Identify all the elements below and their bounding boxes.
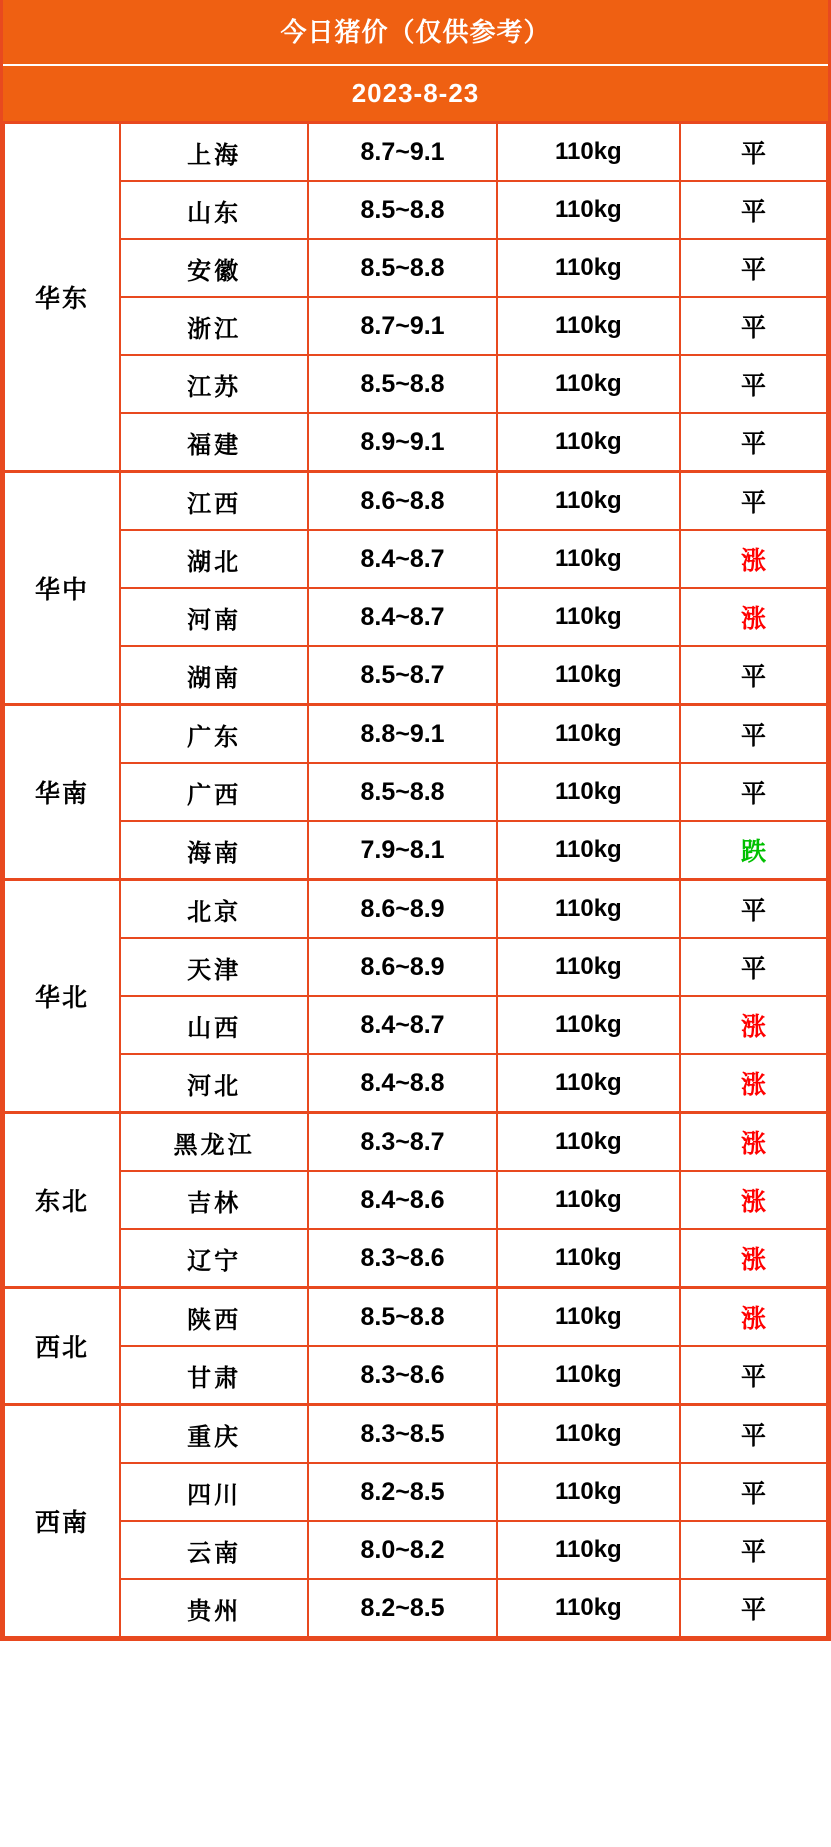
table-row: [4, 996, 827, 1054]
trend-cell: 平: [680, 646, 827, 705]
province-cell: 四川: [120, 1463, 308, 1521]
province-cell: 贵州: [120, 1579, 308, 1637]
price-cell: 8.3~8.5: [308, 1405, 496, 1464]
trend-cell: 平: [680, 1521, 827, 1579]
province-cell: 河南: [120, 588, 308, 646]
table-row: [4, 239, 827, 297]
province-cell: 黑龙江: [120, 1113, 308, 1172]
province-cell: 福建: [120, 413, 308, 472]
province-cell: 浙江: [120, 297, 308, 355]
trend-cell: 平: [680, 355, 827, 413]
table-row: [4, 1054, 827, 1113]
table-row: [4, 1521, 827, 1579]
table-row: [4, 1171, 827, 1229]
price-cell: 8.4~8.8: [308, 1054, 496, 1113]
trend-cell: 平: [680, 123, 827, 182]
weight-cell: 110kg: [497, 880, 680, 939]
trend-cell: 平: [680, 472, 827, 531]
region-cell: 华北: [4, 880, 120, 1113]
table-row: [4, 123, 827, 182]
province-cell: 海南: [120, 821, 308, 880]
weight-cell: 110kg: [497, 1405, 680, 1464]
region-cell: 西北: [4, 1288, 120, 1405]
province-cell: 江苏: [120, 355, 308, 413]
weight-cell: 110kg: [497, 646, 680, 705]
trend-cell: 涨: [680, 1229, 827, 1288]
weight-cell: 110kg: [497, 705, 680, 764]
region-cell: 华南: [4, 705, 120, 880]
table-row: [4, 355, 827, 413]
price-cell: 8.5~8.8: [308, 1288, 496, 1347]
trend-cell: 平: [680, 705, 827, 764]
table-row: [4, 938, 827, 996]
price-cell: 8.5~8.8: [308, 239, 496, 297]
region-cell: 东北: [4, 1113, 120, 1288]
table-row: [4, 530, 827, 588]
weight-cell: 110kg: [497, 821, 680, 880]
trend-cell: 平: [680, 413, 827, 472]
weight-cell: 110kg: [497, 1346, 680, 1405]
trend-cell: 平: [680, 239, 827, 297]
table-row: [4, 181, 827, 239]
table-row: [4, 297, 827, 355]
price-cell: 8.5~8.8: [308, 763, 496, 821]
table-row: [4, 1579, 827, 1637]
province-cell: 安徽: [120, 239, 308, 297]
trend-cell: 涨: [680, 1288, 827, 1347]
table-row: [4, 1229, 827, 1288]
price-cell: 8.4~8.6: [308, 1171, 496, 1229]
province-cell: 辽宁: [120, 1229, 308, 1288]
price-cell: 8.5~8.7: [308, 646, 496, 705]
page-title: 今日猪价（仅供参考）: [3, 0, 828, 64]
trend-cell: 跌: [680, 821, 827, 880]
price-table-body: [4, 123, 827, 1638]
weight-cell: 110kg: [497, 996, 680, 1054]
province-cell: 广西: [120, 763, 308, 821]
weight-cell: 110kg: [497, 123, 680, 182]
price-cell: 8.6~8.8: [308, 472, 496, 531]
table-row: [4, 413, 827, 472]
trend-cell: 涨: [680, 1171, 827, 1229]
price-cell: 8.6~8.9: [308, 938, 496, 996]
province-cell: 天津: [120, 938, 308, 996]
table-row: [4, 763, 827, 821]
table-row: [4, 880, 827, 939]
trend-cell: 平: [680, 181, 827, 239]
price-cell: 8.2~8.5: [308, 1463, 496, 1521]
weight-cell: 110kg: [497, 297, 680, 355]
region-cell: 华东: [4, 123, 120, 472]
table-row: [4, 1288, 827, 1347]
weight-cell: 110kg: [497, 588, 680, 646]
weight-cell: 110kg: [497, 763, 680, 821]
price-cell: 8.9~9.1: [308, 413, 496, 472]
table-row: [4, 1405, 827, 1464]
trend-cell: 涨: [680, 1054, 827, 1113]
weight-cell: 110kg: [497, 1463, 680, 1521]
table-row: [4, 646, 827, 705]
trend-cell: 平: [680, 1579, 827, 1637]
province-cell: 上海: [120, 123, 308, 182]
province-cell: 云南: [120, 1521, 308, 1579]
province-cell: 河北: [120, 1054, 308, 1113]
price-cell: 7.9~8.1: [308, 821, 496, 880]
trend-cell: 平: [680, 763, 827, 821]
province-cell: 北京: [120, 880, 308, 939]
weight-cell: 110kg: [497, 1113, 680, 1172]
province-cell: 陕西: [120, 1288, 308, 1347]
weight-cell: 110kg: [497, 1521, 680, 1579]
price-cell: 8.4~8.7: [308, 996, 496, 1054]
trend-cell: 平: [680, 938, 827, 996]
weight-cell: 110kg: [497, 181, 680, 239]
region-cell: 西南: [4, 1405, 120, 1638]
price-cell: 8.7~9.1: [308, 297, 496, 355]
price-cell: 8.4~8.7: [308, 530, 496, 588]
trend-cell: 涨: [680, 1113, 827, 1172]
weight-cell: 110kg: [497, 1579, 680, 1637]
price-cell: 8.0~8.2: [308, 1521, 496, 1579]
province-cell: 山西: [120, 996, 308, 1054]
date-label: 2023-8-23: [3, 64, 828, 121]
province-cell: 山东: [120, 181, 308, 239]
price-cell: 8.4~8.7: [308, 588, 496, 646]
province-cell: 湖南: [120, 646, 308, 705]
trend-cell: 平: [680, 880, 827, 939]
weight-cell: 110kg: [497, 1229, 680, 1288]
price-cell: 8.3~8.7: [308, 1113, 496, 1172]
weight-cell: 110kg: [497, 530, 680, 588]
price-cell: 8.3~8.6: [308, 1229, 496, 1288]
weight-cell: 110kg: [497, 1054, 680, 1113]
trend-cell: 平: [680, 297, 827, 355]
price-cell: 8.6~8.9: [308, 880, 496, 939]
price-cell: 8.7~9.1: [308, 123, 496, 182]
trend-cell: 涨: [680, 588, 827, 646]
province-cell: 重庆: [120, 1405, 308, 1464]
price-cell: 8.2~8.5: [308, 1579, 496, 1637]
province-cell: 广东: [120, 705, 308, 764]
province-cell: 甘肃: [120, 1346, 308, 1405]
weight-cell: 110kg: [497, 413, 680, 472]
table-row: [4, 1346, 827, 1405]
region-cell: 华中: [4, 472, 120, 705]
province-cell: 江西: [120, 472, 308, 531]
price-cell: 8.5~8.8: [308, 181, 496, 239]
table-row: [4, 588, 827, 646]
weight-cell: 110kg: [497, 938, 680, 996]
weight-cell: 110kg: [497, 472, 680, 531]
province-cell: 吉林: [120, 1171, 308, 1229]
trend-cell: 平: [680, 1346, 827, 1405]
table-row: [4, 821, 827, 880]
province-cell: 湖北: [120, 530, 308, 588]
trend-cell: 平: [680, 1405, 827, 1464]
price-table: [3, 121, 828, 1638]
trend-cell: 涨: [680, 996, 827, 1054]
price-cell: 8.8~9.1: [308, 705, 496, 764]
weight-cell: 110kg: [497, 1171, 680, 1229]
table-row: [4, 705, 827, 764]
weight-cell: 110kg: [497, 239, 680, 297]
trend-cell: 涨: [680, 530, 827, 588]
trend-cell: 平: [680, 1463, 827, 1521]
price-cell: 8.5~8.8: [308, 355, 496, 413]
weight-cell: 110kg: [497, 1288, 680, 1347]
weight-cell: 110kg: [497, 355, 680, 413]
table-row: [4, 472, 827, 531]
price-cell: 8.3~8.6: [308, 1346, 496, 1405]
table-row: [4, 1463, 827, 1521]
table-row: [4, 1113, 827, 1172]
